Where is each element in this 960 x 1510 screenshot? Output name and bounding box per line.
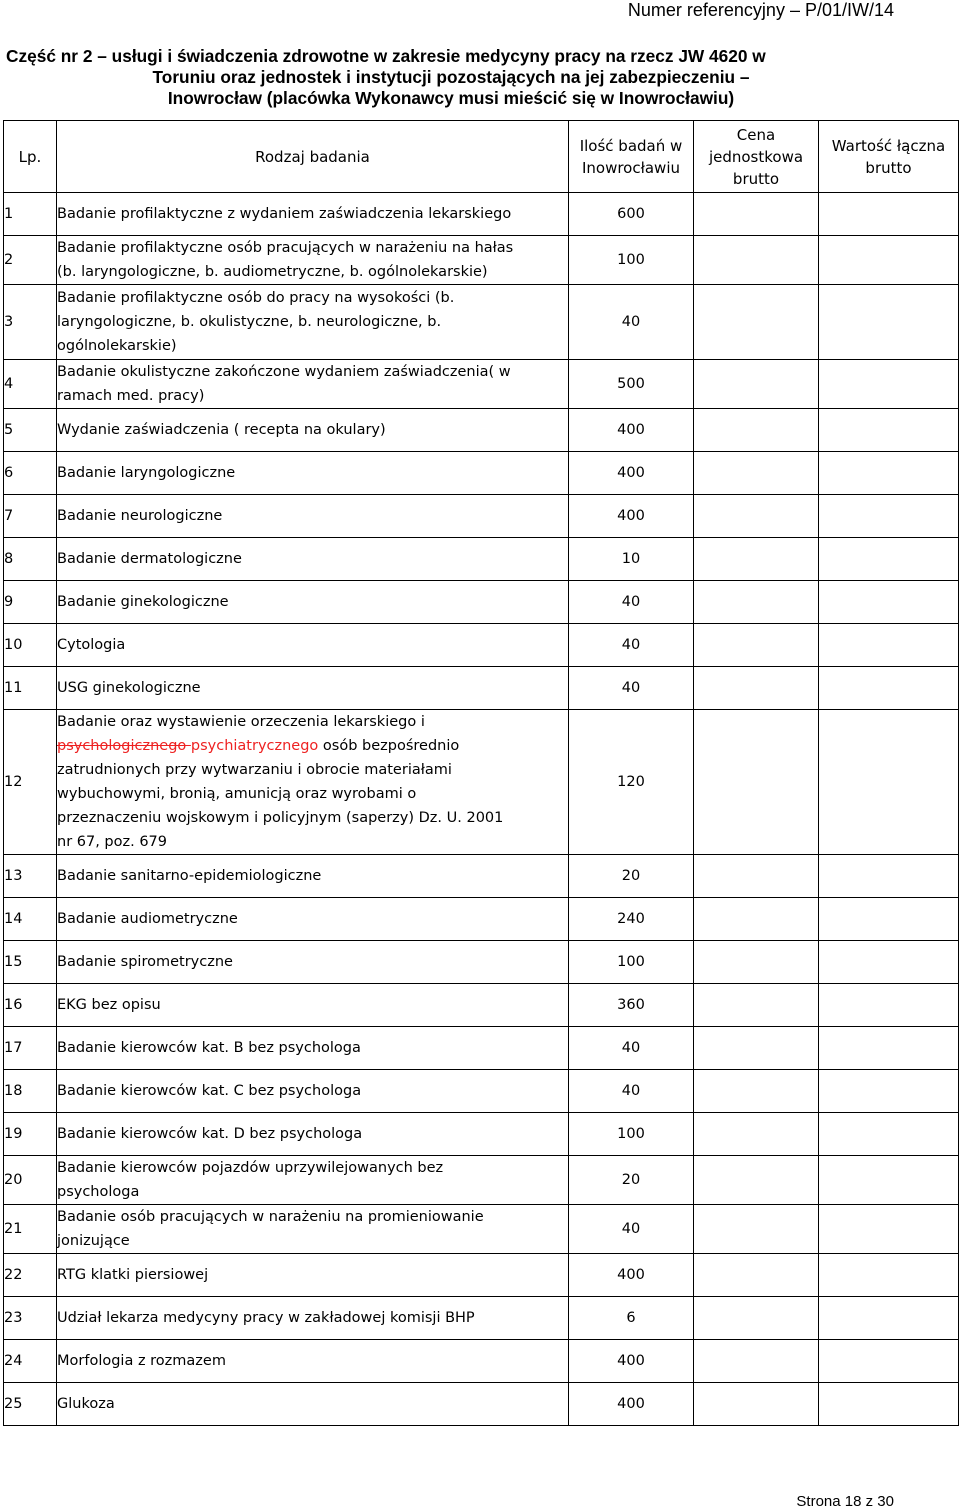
row-lp: 22 [4, 1254, 57, 1297]
row-lp: 17 [4, 1027, 57, 1070]
row-name: Badanie audiometryczne [57, 898, 569, 941]
row-lp: 18 [4, 1070, 57, 1113]
table-row [4, 495, 959, 538]
row-total [819, 667, 959, 710]
row-total [819, 1297, 959, 1340]
row-total [819, 1113, 959, 1156]
row-quantity: 500 [569, 360, 694, 409]
row-name: Badanie neurologiczne [57, 495, 569, 538]
row-name: Badanie ginekologiczne [57, 581, 569, 624]
row-name: Badanie sanitarno-epidemiologiczne [57, 855, 569, 898]
row-quantity: 400 [569, 409, 694, 452]
row-name: Badanie oraz wystawienie orzeczenia lekarskiego i psychologicznego psychiatrycznego osób bezpośrednio zatrudnionych przy wytwarzaniu i obrocie materiałami wybuchowymi, bronią, amunicją oraz wyrobami o przeznaczeniu wojskowym i policyjnym (saperzy) Dz. U. 2001 nr 67, poz. 679 [57, 710, 569, 855]
row-total [819, 495, 959, 538]
table-row [4, 538, 959, 581]
row-quantity: 100 [569, 1113, 694, 1156]
table-row [4, 1113, 959, 1156]
row-name: Glukoza [57, 1383, 569, 1426]
row-unit-price [694, 236, 819, 285]
table-row [4, 1027, 959, 1070]
row-lp: 9 [4, 581, 57, 624]
row-total [819, 409, 959, 452]
row-quantity: 40 [569, 285, 694, 360]
row-quantity: 40 [569, 581, 694, 624]
column-header-total: Wartość łączna brutto [819, 121, 959, 193]
row-name: Badanie profilaktyczne osób do pracy na wysokości (b. laryngologiczne, b. okulistyczne, b. neurologiczne, b. ogólnolekarskie) [57, 285, 569, 360]
row-lp: 25 [4, 1383, 57, 1426]
row-total [819, 236, 959, 285]
table-row [4, 285, 959, 360]
row-total [819, 624, 959, 667]
row-name: Badanie kierowców kat. C bez psychologa [57, 1070, 569, 1113]
row-name: EKG bez opisu [57, 984, 569, 1027]
row-quantity: 40 [569, 667, 694, 710]
row-unit-price [694, 941, 819, 984]
row-total [819, 941, 959, 984]
row-quantity: 20 [569, 1156, 694, 1205]
row-total [819, 984, 959, 1027]
row-total [819, 1205, 959, 1254]
row-quantity: 600 [569, 193, 694, 236]
row-unit-price [694, 1027, 819, 1070]
row-lp: 5 [4, 409, 57, 452]
row-unit-price [694, 581, 819, 624]
row-lp: 2 [4, 236, 57, 285]
row-quantity: 100 [569, 236, 694, 285]
row-unit-price [694, 624, 819, 667]
row-lp: 14 [4, 898, 57, 941]
row-name: Udział lekarza medycyny pracy w zakładowej komisji BHP [57, 1297, 569, 1340]
row-quantity: 360 [569, 984, 694, 1027]
row-total [819, 452, 959, 495]
row-unit-price [694, 285, 819, 360]
table-row [4, 360, 959, 409]
row-name: Morfologia z rozmazem [57, 1340, 569, 1383]
table-header-row [4, 121, 959, 193]
table-row [4, 941, 959, 984]
row-name: Badanie dermatologiczne [57, 538, 569, 581]
table-row [4, 855, 959, 898]
table-row [4, 1297, 959, 1340]
row-lp: 4 [4, 360, 57, 409]
table-row [4, 1205, 959, 1254]
row-name: Badanie kierowców kat. B bez psychologa [57, 1027, 569, 1070]
row-unit-price [694, 1070, 819, 1113]
table-row [4, 1383, 959, 1426]
row-quantity: 40 [569, 624, 694, 667]
row-unit-price [694, 360, 819, 409]
row-total [819, 855, 959, 898]
table-row [4, 984, 959, 1027]
table-row [4, 452, 959, 495]
examinations-table [3, 120, 959, 1426]
row-lp: 10 [4, 624, 57, 667]
row-quantity: 6 [569, 1297, 694, 1340]
row-unit-price [694, 1113, 819, 1156]
row-name: Badanie osób pracujących w narażeniu na promieniowanie jonizujące [57, 1205, 569, 1254]
struck-text: psychologicznego [57, 738, 191, 754]
row-quantity: 240 [569, 898, 694, 941]
row-unit-price [694, 1205, 819, 1254]
title-line-1: Część nr 2 – usługi i świadczenia zdrowotne w zakresie medycyny pracy na rzecz JW 4620 w [6, 46, 766, 66]
row-lp: 16 [4, 984, 57, 1027]
row-name: Badanie kierowców pojazdów uprzywilejowanych bez psychologa [57, 1156, 569, 1205]
table-row [4, 581, 959, 624]
row-name: Badanie profilaktyczne z wydaniem zaświadczenia lekarskiego [57, 193, 569, 236]
row-quantity: 400 [569, 1340, 694, 1383]
row-lp: 15 [4, 941, 57, 984]
row-name: Wydanie zaświadczenia ( recepta na okulary) [57, 409, 569, 452]
table-row [4, 1340, 959, 1383]
row-unit-price [694, 667, 819, 710]
row-lp: 11 [4, 667, 57, 710]
table-row [4, 1156, 959, 1205]
row-lp: 24 [4, 1340, 57, 1383]
row-quantity: 10 [569, 538, 694, 581]
row-quantity: 400 [569, 495, 694, 538]
row-total [819, 538, 959, 581]
row-quantity: 400 [569, 1383, 694, 1426]
row-unit-price [694, 984, 819, 1027]
row-name: Badanie okulistyczne zakończone wydaniem zaświadczenia( w ramach med. pracy) [57, 360, 569, 409]
column-header-quantity: Ilość badań w Inowrocławiu [569, 121, 694, 193]
reference-number: Numer referencyjny – P/01/IW/14 [627, 0, 894, 20]
row-name: Badanie laryngologiczne [57, 452, 569, 495]
title-line-3: Inowrocław (placówka Wykonawcy musi mieścić się w Inowrocławiu) [167, 88, 735, 108]
row-lp: 8 [4, 538, 57, 581]
row-quantity: 400 [569, 452, 694, 495]
row-total [819, 193, 959, 236]
row-unit-price [694, 193, 819, 236]
document-title [6, 46, 896, 109]
table-row [4, 898, 959, 941]
column-header-unit-price: Cena jednostkowa brutto [694, 121, 819, 193]
row-lp: 3 [4, 285, 57, 360]
table-row [4, 236, 959, 285]
row-lp: 6 [4, 452, 57, 495]
row-unit-price [694, 1156, 819, 1205]
row-total [819, 1156, 959, 1205]
row-name: Badanie profilaktyczne osób pracujących w narażeniu na hałas (b. laryngologiczne, b. audiometryczne, b. ogólnolekarskie) [57, 236, 569, 285]
row-unit-price [694, 898, 819, 941]
row-unit-price [694, 495, 819, 538]
row-total [819, 1027, 959, 1070]
row-total [819, 898, 959, 941]
row-lp: 7 [4, 495, 57, 538]
row-quantity: 40 [569, 1027, 694, 1070]
row-name: Badanie kierowców kat. D bez psychologa [57, 1113, 569, 1156]
row-lp: 20 [4, 1156, 57, 1205]
table-row [4, 1254, 959, 1297]
row-quantity: 400 [569, 1254, 694, 1297]
row-name: Badanie spirometryczne [57, 941, 569, 984]
row-unit-price [694, 409, 819, 452]
row-lp: 13 [4, 855, 57, 898]
row-unit-price [694, 710, 819, 855]
row-unit-price [694, 538, 819, 581]
row-quantity: 120 [569, 710, 694, 855]
row-quantity: 40 [569, 1070, 694, 1113]
row-total [819, 1254, 959, 1297]
row-total [819, 360, 959, 409]
row-total [819, 1340, 959, 1383]
row-name: Cytologia [57, 624, 569, 667]
table-row [4, 667, 959, 710]
page-number: Strona 18 z 30 [796, 1493, 894, 1510]
inserted-text: psychiatrycznego [190, 738, 319, 754]
column-header-name: Rodzaj badania [57, 121, 569, 193]
row-lp: 12 [4, 710, 57, 855]
table-row [4, 1070, 959, 1113]
row-total [819, 581, 959, 624]
row-name: USG ginekologiczne [57, 667, 569, 710]
row-unit-price [694, 855, 819, 898]
table-row [4, 624, 959, 667]
row-lp: 23 [4, 1297, 57, 1340]
row-unit-price [694, 1340, 819, 1383]
table-row [4, 409, 959, 452]
row-lp: 1 [4, 193, 57, 236]
table-row [4, 193, 959, 236]
row-lp: 21 [4, 1205, 57, 1254]
row-quantity: 20 [569, 855, 694, 898]
row-lp: 19 [4, 1113, 57, 1156]
row-quantity: 100 [569, 941, 694, 984]
row-unit-price [694, 1297, 819, 1340]
row-total [819, 1383, 959, 1426]
row-unit-price [694, 1254, 819, 1297]
table-row [4, 710, 959, 855]
row-total [819, 710, 959, 855]
column-header-lp: Lp. [4, 121, 57, 193]
row-name: RTG klatki piersiowej [57, 1254, 569, 1297]
row-quantity: 40 [569, 1205, 694, 1254]
row-total [819, 285, 959, 360]
row-unit-price [694, 452, 819, 495]
title-line-2: Toruniu oraz jednostek i instytucji pozostających na jej zabezpieczeniu – [152, 67, 750, 87]
row-total [819, 1070, 959, 1113]
row-unit-price [694, 1383, 819, 1426]
